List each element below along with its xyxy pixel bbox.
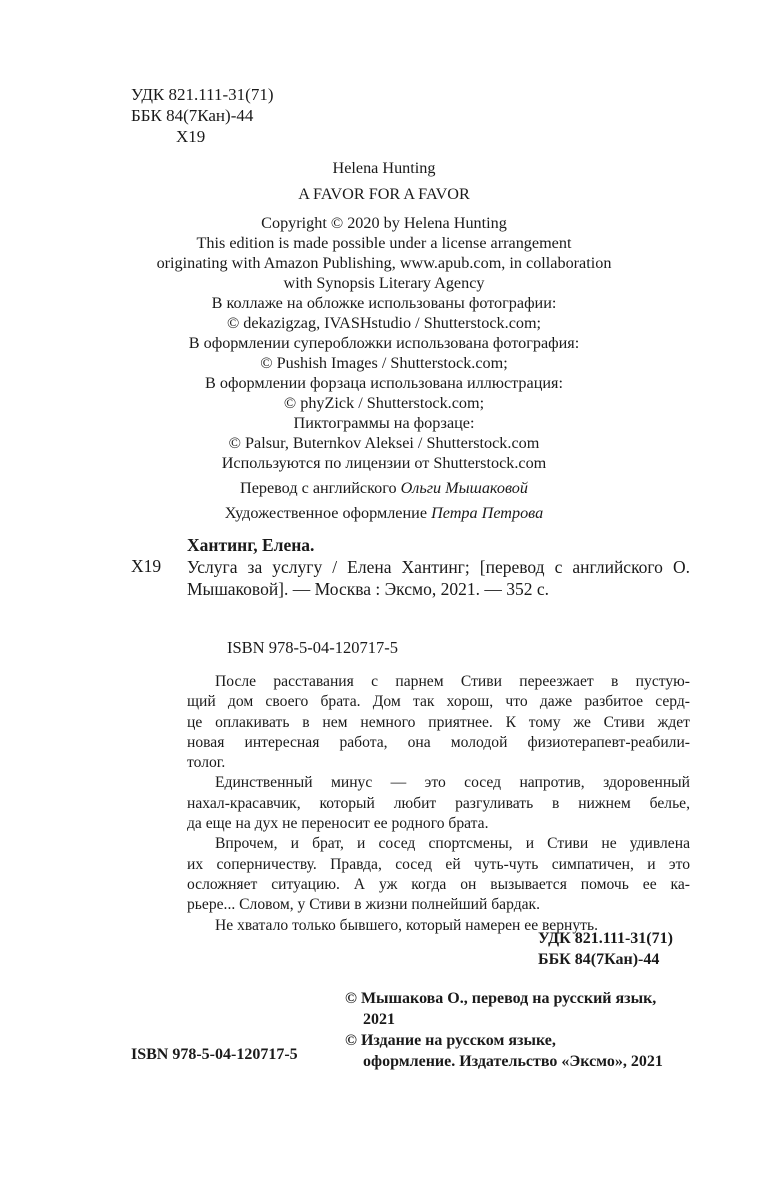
original-author: Helena Hunting — [332, 159, 436, 177]
annotation-line: После расставания с парнем Стиви переезжает в пустую- — [215, 673, 690, 690]
bibliography-description: Услуга за услугу / Елена Хантинг; [перевод с английского О. Мышаковой]. — Москва : Эксмо, 2021. — 352 с. — [187, 557, 690, 599]
annotation-line: Впрочем, и брат, и сосед спортсмены, и Стиви не удивлена — [215, 835, 690, 853]
annotation-paragraph — [187, 672, 690, 773]
author-mark: Х19 — [176, 127, 206, 146]
annotation-line: их соперничеству. Правда, сосед ей чуть-чуть симпатичен, и это — [187, 855, 690, 873]
footer-udk: УДК 821.111-31(71) — [538, 930, 673, 947]
credit-line: © Palsur, Buternkov Aleksei / Shutterstock.com — [228, 434, 540, 452]
original-title-block — [0, 158, 768, 210]
bibliography-code: Х19 — [131, 556, 162, 576]
annotation-line: толог. — [187, 754, 226, 772]
annotation-line: Не хватало только бывшего, который намерен ее вернуть. — [215, 916, 598, 934]
credit-line: Copyright © 2020 by Helena Hunting — [261, 214, 507, 232]
udk-code: УДК 821.111-31(71) — [131, 85, 274, 104]
bibliography-isbn: ISBN 978-5-04-120717-5 — [227, 638, 398, 657]
annotation-line: рьере... Словом, у Стиви в жизни полнейший бардак. — [187, 896, 541, 914]
translation-label: Перевод с английского — [240, 479, 401, 497]
annotation-line: да еще на дух не переносит ее родного брата. — [187, 815, 489, 833]
designer-name: Петра Петрова — [431, 504, 544, 522]
copyright-edition: © Издание на русском языке, — [345, 1032, 556, 1049]
annotation-line: щий дом своего брата. Дом так хорош, что даже разбитое серд- — [187, 693, 690, 711]
annotation — [187, 672, 690, 936]
annotation-line: Единственный минус — это сосед напротив, здоровенный — [215, 774, 690, 792]
design-label: Художественное оформление — [224, 504, 432, 522]
credit-line: В коллаже на обложке использованы фотографии: — [211, 294, 557, 312]
credit-line: © Pushish Images / Shutterstock.com; — [260, 354, 508, 372]
footer-isbn: ISBN 978-5-04-120717-5 — [131, 1046, 298, 1063]
annotation-line: осложняет ситуацию. А уж когда он вызывается помочь ее ка- — [187, 875, 690, 893]
credit-line: В оформлении форзаца использована иллюстрация: — [205, 374, 563, 392]
design-credit — [0, 503, 768, 523]
translator-name: Ольги Мышаковой — [400, 479, 528, 497]
credit-line: Пиктограммы на форзаце: — [293, 414, 475, 432]
copyright-translation: © Мышакова О., перевод на русский язык, — [345, 990, 657, 1007]
footer-copyrights — [345, 988, 663, 1072]
copyright-edition-publisher: оформление. Издательство «Эксмо», 2021 — [363, 1053, 663, 1070]
classification-block — [131, 84, 273, 147]
bibliography-heading: Хантинг, Елена. — [187, 535, 315, 555]
annotation-paragraph — [187, 834, 690, 915]
credits-block — [0, 213, 768, 523]
credit-line: Используются по лицензии от Shutterstock.com — [221, 454, 547, 472]
credit-line: originating with Amazon Publishing, www.apub.com, in collaboration — [156, 254, 612, 272]
translation-credit — [0, 478, 768, 498]
bbk-code: ББК 84(7Кан)-44 — [131, 106, 254, 125]
original-title: A FAVOR FOR A FAVOR — [298, 185, 470, 203]
annotation-line: це оплакивать в нем немного приятнее. К тому же Стиви ждет — [187, 713, 690, 731]
credit-line: © phyZick / Shutterstock.com; — [283, 394, 485, 412]
footer-classification — [538, 928, 673, 970]
footer-bbk: ББК 84(7Кан)-44 — [538, 951, 660, 968]
credit-line: В оформлении суперобложки использована фотография: — [188, 334, 580, 352]
annotation-paragraph — [187, 773, 690, 834]
annotation-line: новая интересная работа, она молодой физиотерапевт-реабили- — [187, 733, 690, 751]
copyright-translation-year: 2021 — [363, 1011, 395, 1028]
credit-line: with Synopsis Literary Agency — [283, 274, 485, 292]
credit-line: This edition is made possible under a license arrangement — [196, 234, 572, 252]
credit-line: © dekazigzag, IVASHstudio / Shutterstock.com; — [226, 314, 542, 332]
annotation-line: нахал-красавчик, который любит разгуливать в нижнем белье, — [187, 794, 690, 812]
